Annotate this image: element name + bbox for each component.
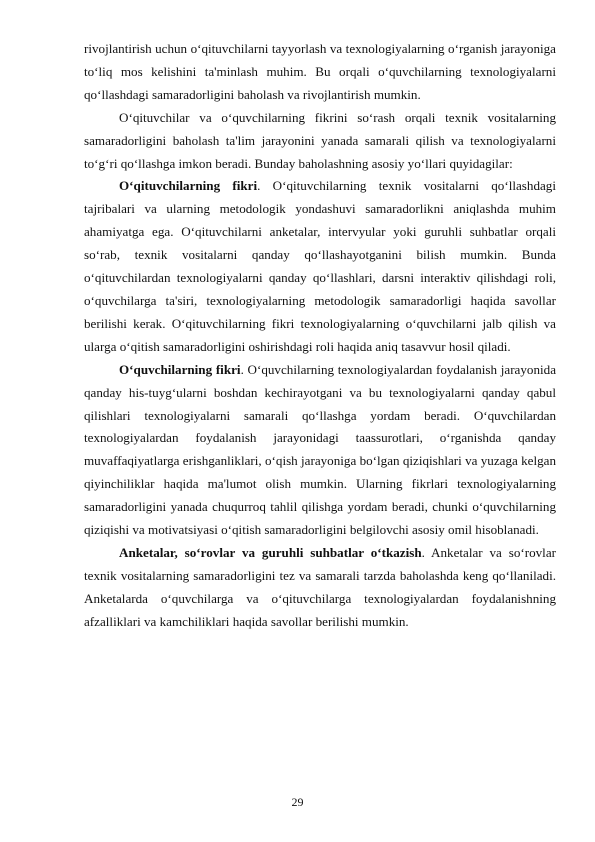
paragraph-surveys <box>84 542 556 634</box>
paragraph-lead-heading: O‘quvchilarning fikri <box>119 361 241 377</box>
paragraph-continuation <box>84 38 556 107</box>
paragraph-students-opinion <box>84 359 556 542</box>
paragraph-intro <box>84 107 556 176</box>
paragraph-text: O‘qituvchilar va o‘quvchilarning fikrini so‘rash orqali texnik vositalarning samaradorligini baholash ta'lim jarayonini yanada samarali qilish va texnologiyalarni to‘g‘ri qo‘llashga imkon beradi. Bunday baholashning asosiy yo‘llari quyidagilar: <box>84 109 556 171</box>
paragraph-text: rivojlantirish uchun o‘qituvchilarni tayyorlash va texnologiyalarning o‘rganish jarayoniga to‘liq mos kelishini ta'minlash muhim. Bu orqali o‘quvchilarning texnologiyalarni qo‘llashdagi samaradorligini baholash va rivojlantirish mumkin. <box>84 41 556 102</box>
paragraph-text: . O‘quvchilarning texnologiyalardan foydalanish jarayonida qanday his-tuyg‘ularni boshdan kechirayotgani va bu texnologiyalarni qanday qabul qilishlari texnologiyalarni samarali qo‘llashga yordam beradi. O‘quvchilardan texnologiyalardan foydalanish jarayonidagi taassurotlari, o‘rganishda qanday muvaffaqiyatlarga erishganliklari, o‘qish jarayoniga bo‘lgan qiziqishlari va yuzaga kelgan qiyinchiliklar haqida ma'lumot olish mumkin. Ularning fikrlari texnologiyalarning samaradorligini yanada chuqurroq tahlil qilishga yordam beradi, chunki o‘quvchilarning qiziqishi va motivatsiyasi o‘qitish samaradorligini belgilovchi asosiy omil hisoblanadi. <box>84 361 557 538</box>
document-body <box>84 38 556 634</box>
paragraph-lead-heading: O‘qituvchilarning fikri <box>119 178 258 194</box>
paragraph-teachers-opinion <box>84 175 556 358</box>
paragraph-lead-heading: Anketalar, so‘rovlar va guruhli suhbatlar o‘tkazish <box>119 544 422 560</box>
page-number: 29 <box>291 795 304 809</box>
paragraph-text: . O‘qituvchilarning texnik vositalarni qo‘llashdagi tajribalari va ularning metodologik yondashuvi samaradorlikni aniqlashda muhim ahamiyatga ega. O‘qituvchilarni anketalar, intervyular yoki guruhli suhbatlar orqali so‘rab, texnik vositalarni qanday qo‘llashayotganini bilish mumkin. Bunda o‘qituvchilardan texnologiyalarni qanday qo‘llashlari, darsni interaktiv qilishdagi roli, o‘quvchilarga ta'siri, texnologiyalarning metodologik samaradorligi haqida savollar berilishi kerak. O‘qituvchilarning fikri texnologiyalarning o‘quvchilarni jalb qilish va ularga o‘qitish samaradorligini oshirishdagi roli haqida aniq tasavvur hosil qiladi. <box>84 178 556 354</box>
paragraph-text: . Anketalar va so‘rovlar texnik vositalarning samaradorligini tez va samarali tarzda baholashda keng qo‘llaniladi. Anketalarda o‘quvchilarga va o‘qituvchilarga texnologiyalardan foydalanishning afzalliklari va kamchiliklari haqida savollar berilishi mumkin. <box>84 544 556 629</box>
